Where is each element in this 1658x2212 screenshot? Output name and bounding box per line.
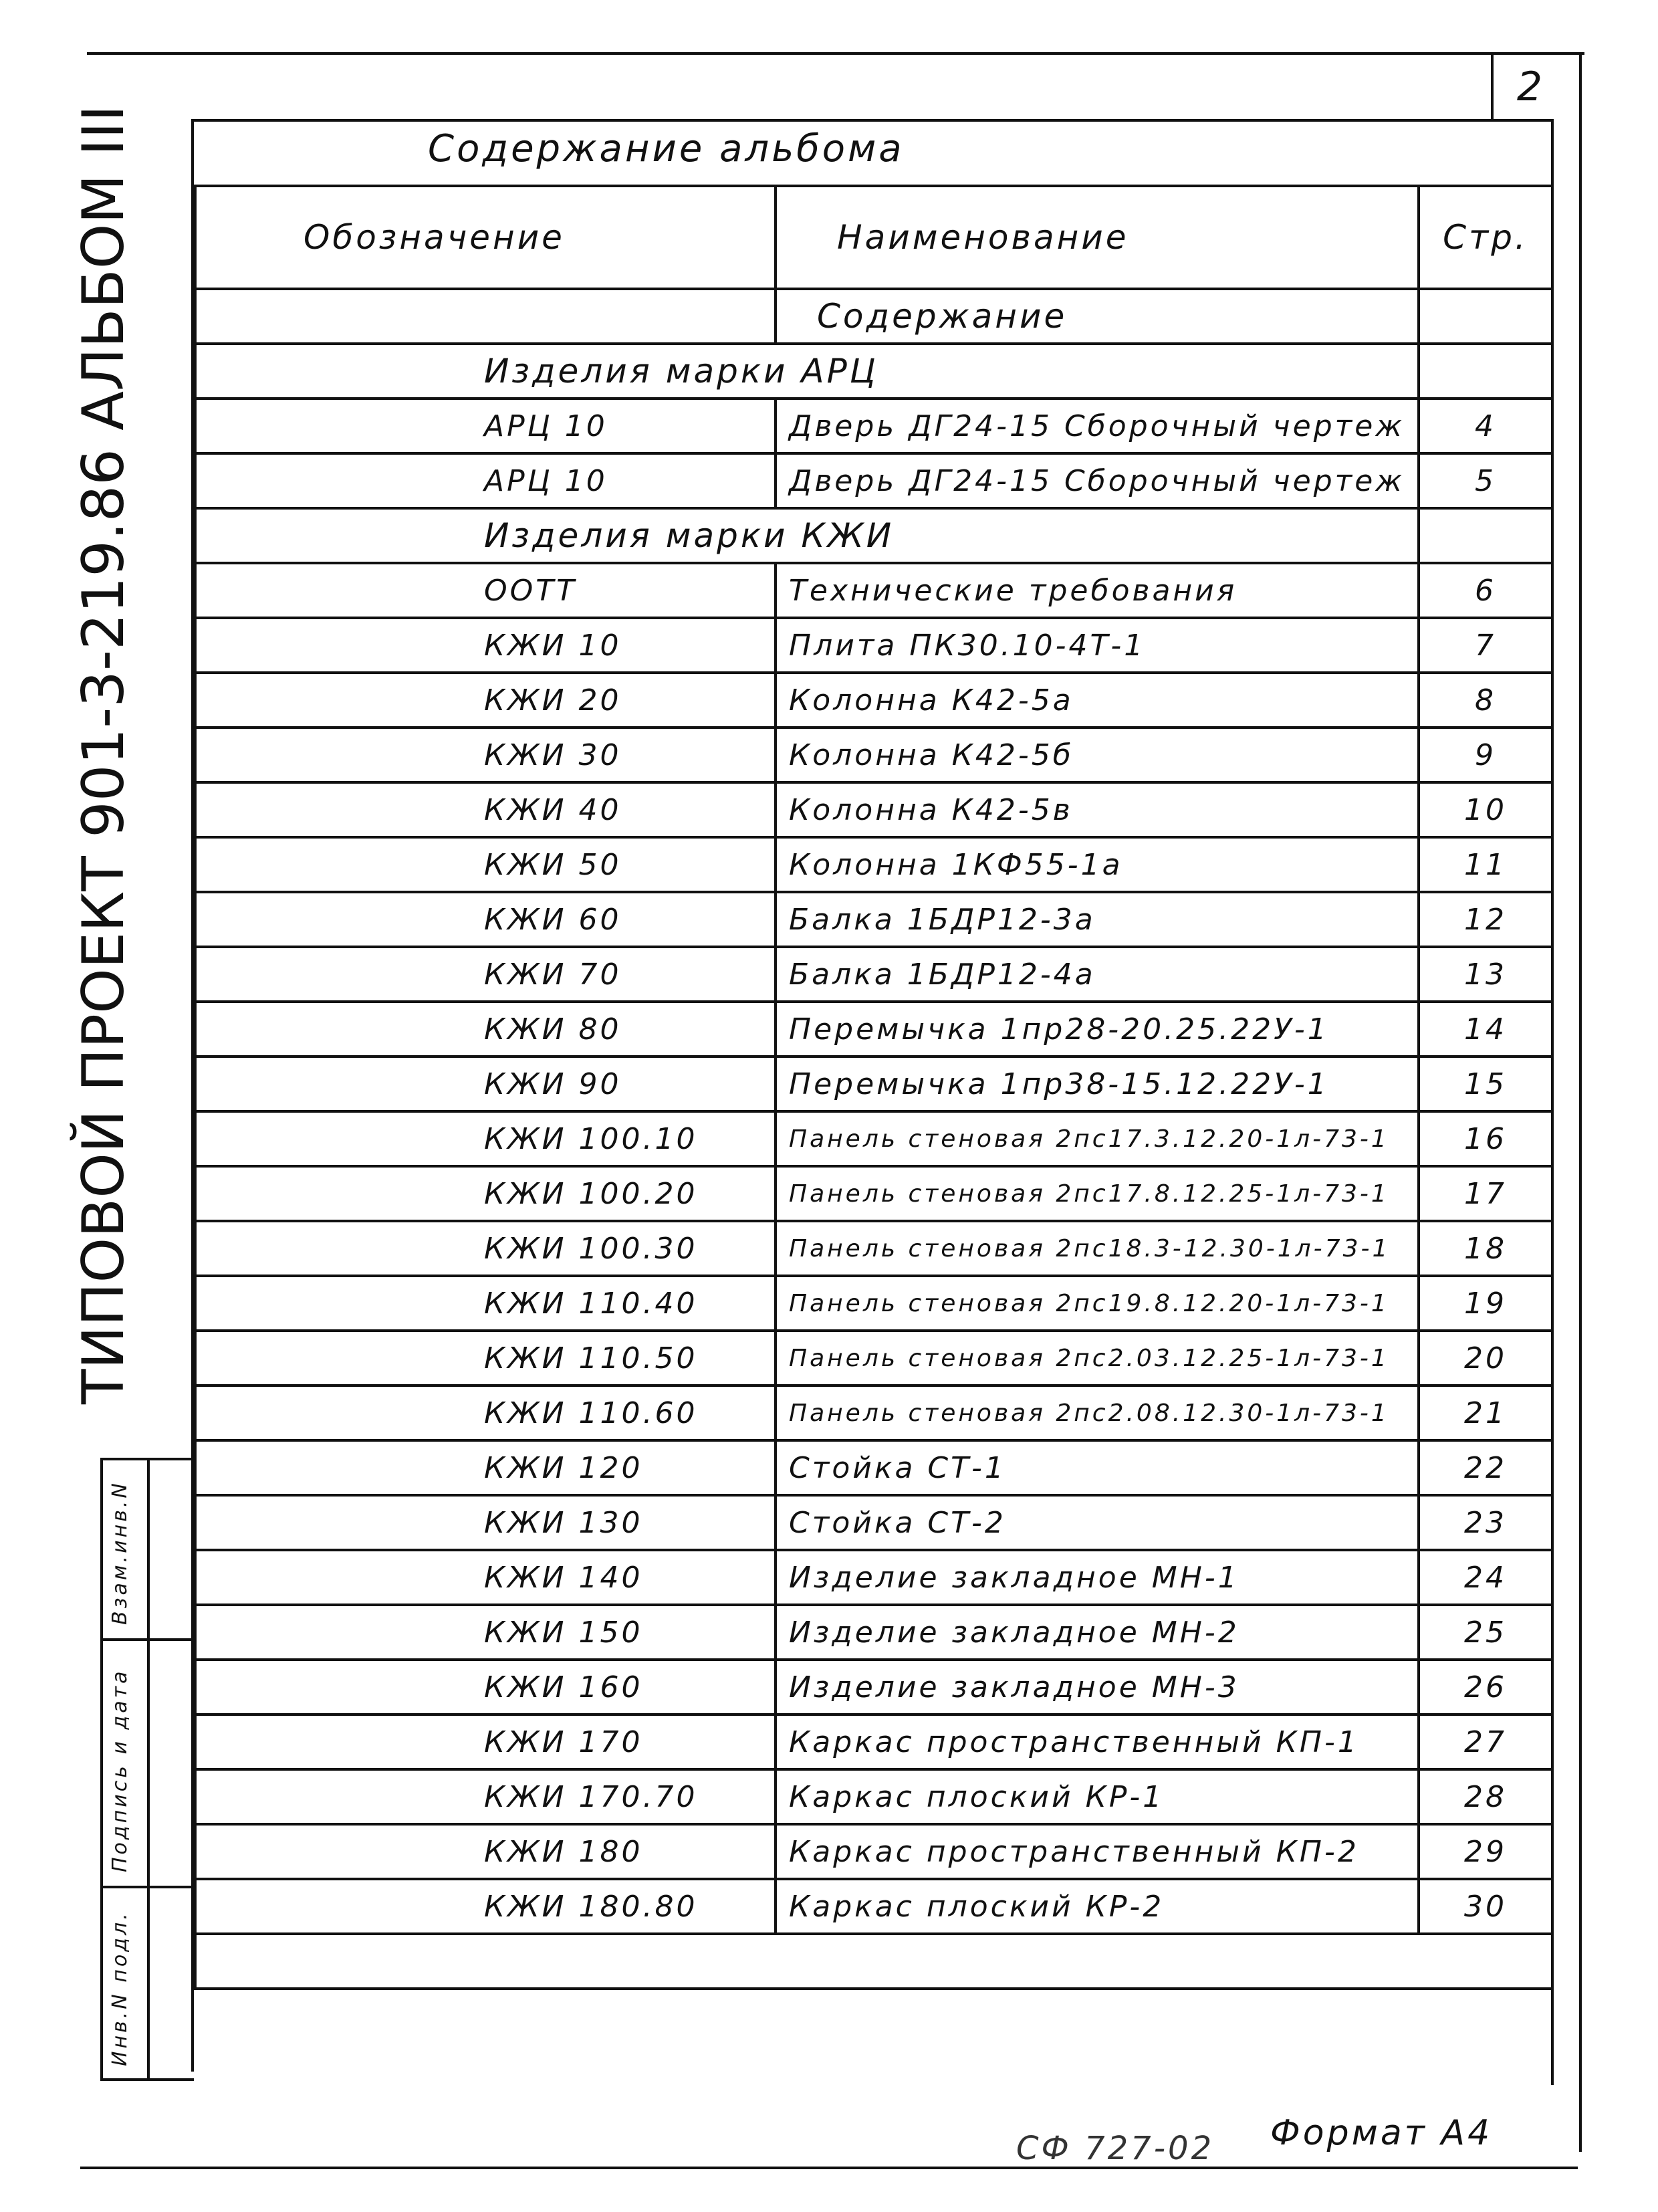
- code-cell: КЖИ 70: [195, 947, 776, 1002]
- section-row-kzhi: [195, 508, 1552, 563]
- bottom-border-line: [80, 2167, 1578, 2169]
- page-cell: 15: [1419, 1057, 1552, 1111]
- table-row: [195, 947, 1552, 1002]
- stamp-inner-left: [147, 1458, 150, 2080]
- name-cell: Дверь ДГ24-15 Сборочный чертеж: [776, 399, 1419, 453]
- page-cell: 12: [1419, 892, 1552, 947]
- page-cell: 17: [1419, 1166, 1552, 1221]
- table-row: [195, 673, 1552, 728]
- section-page-cell: [1419, 508, 1552, 563]
- blank-row: [195, 1934, 1552, 1989]
- code-cell: КЖИ 110.60: [195, 1386, 776, 1440]
- page-cell: 24: [1419, 1550, 1552, 1605]
- name-cell: Панель стеновая 2пс17.3.12.20-1л-73-1: [776, 1111, 1419, 1166]
- header-name: Наименование: [776, 186, 1419, 289]
- table-row: [195, 1331, 1552, 1386]
- page-cell: 16: [1419, 1111, 1552, 1166]
- code-cell: КЖИ 120: [195, 1440, 776, 1495]
- table-row: [195, 1660, 1552, 1715]
- name-cell: Технические требования: [776, 563, 1419, 618]
- page-cell: 19: [1419, 1276, 1552, 1331]
- page-cell: 18: [1419, 1221, 1552, 1276]
- code-cell: КЖИ 180.80: [195, 1879, 776, 1934]
- section-row-aru: [195, 344, 1552, 399]
- code-cell: КЖИ 160: [195, 1660, 776, 1715]
- stamp-original-inventory: Инв.N подл.: [108, 1910, 132, 2066]
- page-cell: 25: [1419, 1605, 1552, 1660]
- name-cell: Колонна К42-5а: [776, 673, 1419, 728]
- table-row: [195, 892, 1552, 947]
- right-frame-line: [1579, 52, 1582, 2152]
- page-cell: 21: [1419, 1386, 1552, 1440]
- table-row: [195, 1769, 1552, 1824]
- name-cell: Каркас плоский КР-1: [776, 1769, 1419, 1824]
- code-cell: ООТТ: [195, 563, 776, 618]
- table-row: [195, 1550, 1552, 1605]
- name-cell: Плита ПК30.10-4Т-1: [776, 618, 1419, 673]
- code-cell: КЖИ 60: [195, 892, 776, 947]
- name-cell: Панель стеновая 2пс18.3-12.30-1л-73-1: [776, 1221, 1419, 1276]
- code-cell: КЖИ 150: [195, 1605, 776, 1660]
- name-cell: Перемычка 1пр38-15.12.22У-1: [776, 1057, 1419, 1111]
- name-cell: Панель стеновая 2пс2.08.12.30-1л-73-1: [776, 1386, 1419, 1440]
- name-cell: Панель стеновая 2пс17.8.12.25-1л-73-1: [776, 1166, 1419, 1221]
- name-cell: Каркас пространственный КП-1: [776, 1715, 1419, 1769]
- table-row: [195, 1879, 1552, 1934]
- section-title-kzhi: Изделия марки КЖИ: [195, 508, 1419, 563]
- table-row: [195, 1221, 1552, 1276]
- table-row: [195, 1057, 1552, 1111]
- page-cell: 23: [1419, 1495, 1552, 1550]
- album-title: Содержание альбома: [428, 127, 905, 171]
- contents-label: Содержание: [776, 289, 1419, 344]
- page-cell: 27: [1419, 1715, 1552, 1769]
- name-cell: Колонна 1КФ55-1а: [776, 837, 1419, 892]
- code-cell: АРЦ 10: [195, 453, 776, 508]
- page-cell: 28: [1419, 1769, 1552, 1824]
- stamp-outer-left: [100, 1458, 103, 2080]
- table-row: [195, 728, 1552, 782]
- page-cell: 6: [1419, 563, 1552, 618]
- footer-code: СФ 727-02: [1016, 2130, 1215, 2167]
- footer-format: Формат А4: [1270, 2113, 1493, 2153]
- table-row: [195, 1440, 1552, 1495]
- name-cell: Панель стеновая 2пс2.03.12.25-1л-73-1: [776, 1331, 1419, 1386]
- table-row: [195, 1002, 1552, 1057]
- name-cell: Изделие закладное МН-1: [776, 1550, 1419, 1605]
- header-designation: Обозначение: [195, 186, 776, 289]
- table-row: [195, 1111, 1552, 1166]
- code-cell: КЖИ 180: [195, 1824, 776, 1879]
- code-cell: КЖИ 80: [195, 1002, 776, 1057]
- name-cell: Каркас плоский КР-2: [776, 1879, 1419, 1934]
- code-cell: КЖИ 170.70: [195, 1769, 776, 1824]
- page-cell: 7: [1419, 618, 1552, 673]
- code-cell: КЖИ 40: [195, 782, 776, 837]
- page-cell: 8: [1419, 673, 1552, 728]
- table-row: [195, 1495, 1552, 1550]
- name-cell: Перемычка 1пр28-20.25.22У-1: [776, 1002, 1419, 1057]
- name-cell: Стойка СТ-2: [776, 1495, 1419, 1550]
- page-cell: 11: [1419, 837, 1552, 892]
- code-cell: КЖИ 170: [195, 1715, 776, 1769]
- header-page: Стр.: [1419, 186, 1552, 289]
- name-cell: Балка 1БДР12-3а: [776, 892, 1419, 947]
- top-border-line: [87, 52, 1584, 55]
- page-cell: 13: [1419, 947, 1552, 1002]
- name-cell: Стойка СТ-1: [776, 1440, 1419, 1495]
- table-row: [195, 1166, 1552, 1221]
- name-cell: Каркас пространственный КП-2: [776, 1824, 1419, 1879]
- contents-page-cell: [1419, 289, 1552, 344]
- code-cell: КЖИ 140: [195, 1550, 776, 1605]
- blank-cell: [195, 1934, 1552, 1989]
- code-cell: КЖИ 20: [195, 673, 776, 728]
- contents-code-cell: [195, 289, 776, 344]
- table-row: [195, 563, 1552, 618]
- table-row: [195, 453, 1552, 508]
- title-top-line: [191, 119, 1554, 122]
- page-cell: 22: [1419, 1440, 1552, 1495]
- page-cell: 10: [1419, 782, 1552, 837]
- stamp-divider-2: [100, 1886, 194, 1888]
- table-row: [195, 1386, 1552, 1440]
- page-cell: 29: [1419, 1824, 1552, 1879]
- name-cell: Дверь ДГ24-15 Сборочный чертеж: [776, 453, 1419, 508]
- table-row: [195, 837, 1552, 892]
- code-cell: КЖИ 10: [195, 618, 776, 673]
- code-cell: КЖИ 100.20: [195, 1166, 776, 1221]
- table-header-row: [195, 186, 1552, 289]
- table-row: [195, 618, 1552, 673]
- name-cell: Изделие закладное МН-2: [776, 1605, 1419, 1660]
- code-cell: КЖИ 100.30: [195, 1221, 776, 1276]
- page-cell: 5: [1419, 453, 1552, 508]
- table-row: [195, 1715, 1552, 1769]
- section-title-aru: Изделия марки АРЦ: [195, 344, 1419, 399]
- stamp-bottom-line: [100, 2078, 194, 2081]
- table-row: [195, 1605, 1552, 1660]
- contents-row: [195, 289, 1552, 344]
- name-cell: Балка 1БДР12-4а: [776, 947, 1419, 1002]
- page-cell: 4: [1419, 399, 1552, 453]
- stamp-replace-inventory: Взам.инв.N: [108, 1480, 132, 1625]
- section-page-cell: [1419, 344, 1552, 399]
- name-cell: Панель стеновая 2пс19.8.12.20-1л-73-1: [776, 1276, 1419, 1331]
- page-cell: 20: [1419, 1331, 1552, 1386]
- page-number: 2: [1516, 64, 1546, 110]
- code-cell: КЖИ 90: [195, 1057, 776, 1111]
- stamp-divider-1: [100, 1638, 194, 1641]
- page-cell: 30: [1419, 1879, 1552, 1934]
- code-cell: КЖИ 130: [195, 1495, 776, 1550]
- page-cell: 14: [1419, 1002, 1552, 1057]
- name-cell: Колонна К42-5в: [776, 782, 1419, 837]
- table-row: [195, 399, 1552, 453]
- stamp-signature-date: Подпись и дата: [108, 1668, 132, 1872]
- side-project-title: ТИПОВОЙ ПРОЕКТ 901-3-219.86 АЛЬБОМ III: [70, 104, 137, 1404]
- page-cell: 26: [1419, 1660, 1552, 1715]
- code-cell: КЖИ 100.10: [195, 1111, 776, 1166]
- page-cell: 9: [1419, 728, 1552, 782]
- code-cell: КЖИ 30: [195, 728, 776, 782]
- contents-table: [194, 185, 1554, 1990]
- table-row: [195, 1276, 1552, 1331]
- table-row: [195, 1824, 1552, 1879]
- code-cell: КЖИ 110.40: [195, 1276, 776, 1331]
- table-row: [195, 782, 1552, 837]
- name-cell: Изделие закладное МН-3: [776, 1660, 1419, 1715]
- name-cell: Колонна К42-5б: [776, 728, 1419, 782]
- code-cell: АРЦ 10: [195, 399, 776, 453]
- stamp-top-line: [100, 1458, 194, 1460]
- code-cell: КЖИ 50: [195, 837, 776, 892]
- code-cell: КЖИ 110.50: [195, 1331, 776, 1386]
